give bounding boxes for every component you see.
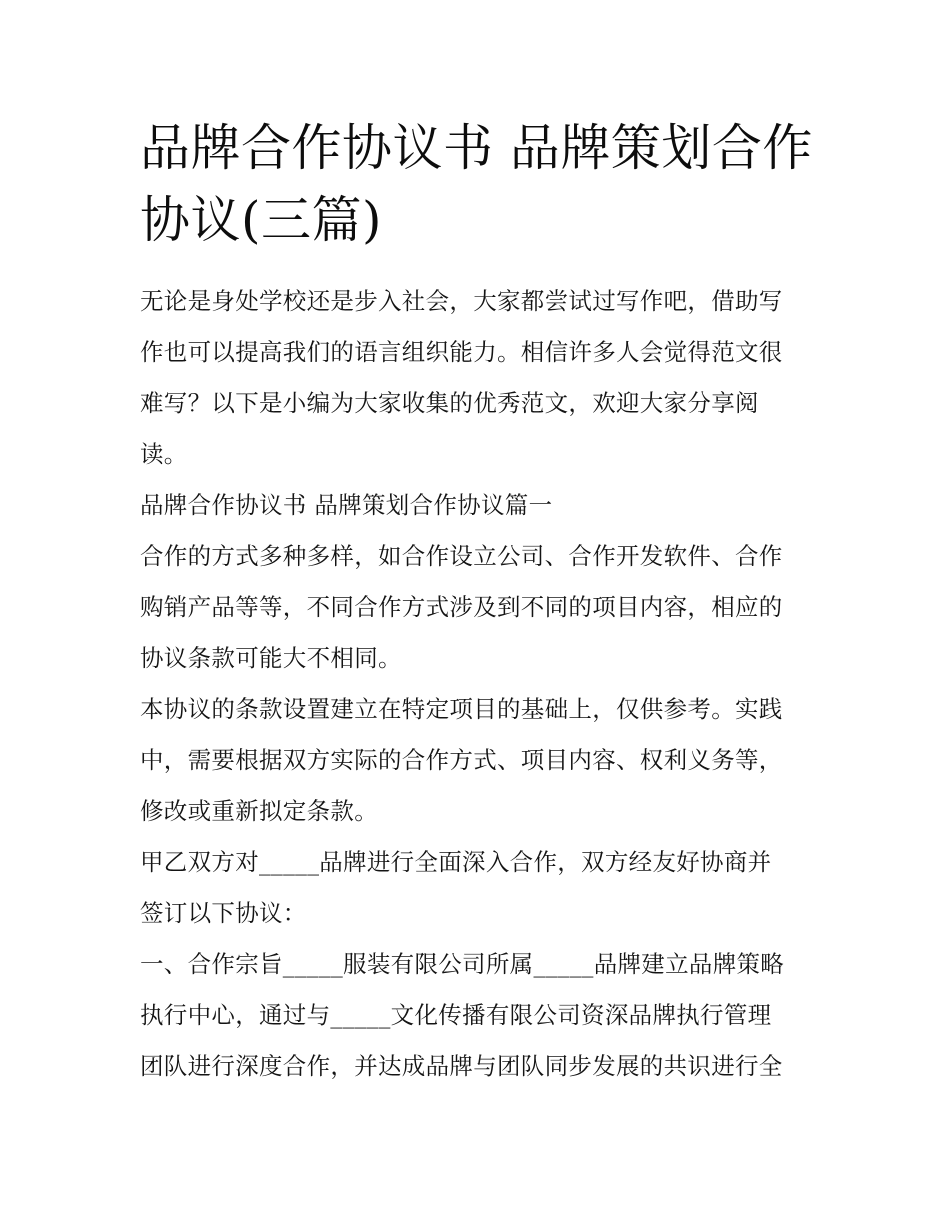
text-line: 团队进行深度合作，并达成品牌与团队同步发展的共识进行全 — [140, 1052, 783, 1080]
text-line: 协议条款可能大不相同。 — [140, 644, 402, 672]
text-line: 难写？以下是小编为大家收集的优秀范文，欢迎大家分享阅 — [140, 389, 759, 417]
paragraph-cooperation-purpose — [140, 939, 830, 1092]
text-line: 修改或重新拟定条款。 — [140, 797, 378, 825]
text-line: 签订以下协议： — [140, 899, 307, 927]
text-line: 本协议的条款设置建立在特定项目的基础上，仅供参考。实践 — [140, 695, 783, 723]
text-line: 读。 — [140, 440, 188, 468]
text-line: 中，需要根据双方实际的合作方式、项目内容、权利义务等， — [140, 746, 783, 774]
document-title — [140, 112, 830, 256]
title-line: 品牌合作协议书 品牌策划合作 — [140, 119, 813, 177]
text-line: 合作的方式多种多样，如合作设立公司、合作开发软件、合作 — [140, 542, 783, 570]
paragraph-parties-agreement — [140, 837, 830, 939]
text-line: 品牌合作协议书 品牌策划合作协议篇一 — [140, 491, 553, 519]
title-line: 协议(三篇) — [140, 191, 383, 249]
text-line: 甲乙双方对_____品牌进行全面深入合作，双方经友好协商并 — [140, 848, 772, 876]
text-line: 作也可以提高我们的语言组织能力。相信许多人会觉得范文很 — [140, 338, 783, 366]
text-line: 购销产品等等，不同合作方式涉及到不同的项目内容，相应的 — [140, 593, 783, 621]
section-heading — [140, 480, 830, 531]
text-line: 执行中心，通过与_____文化传播有限公司资深品牌执行管理 — [140, 1001, 772, 1029]
text-line: 无论是身处学校还是步入社会，大家都尝试过写作吧，借助写 — [140, 287, 783, 315]
paragraph-terms-note — [140, 684, 830, 837]
document-body — [140, 276, 830, 1092]
text-line: 一、合作宗旨_____服装有限公司所属_____品牌建立品牌策略 — [140, 950, 785, 978]
paragraph-cooperation-methods — [140, 531, 830, 684]
intro-paragraph — [140, 276, 830, 480]
